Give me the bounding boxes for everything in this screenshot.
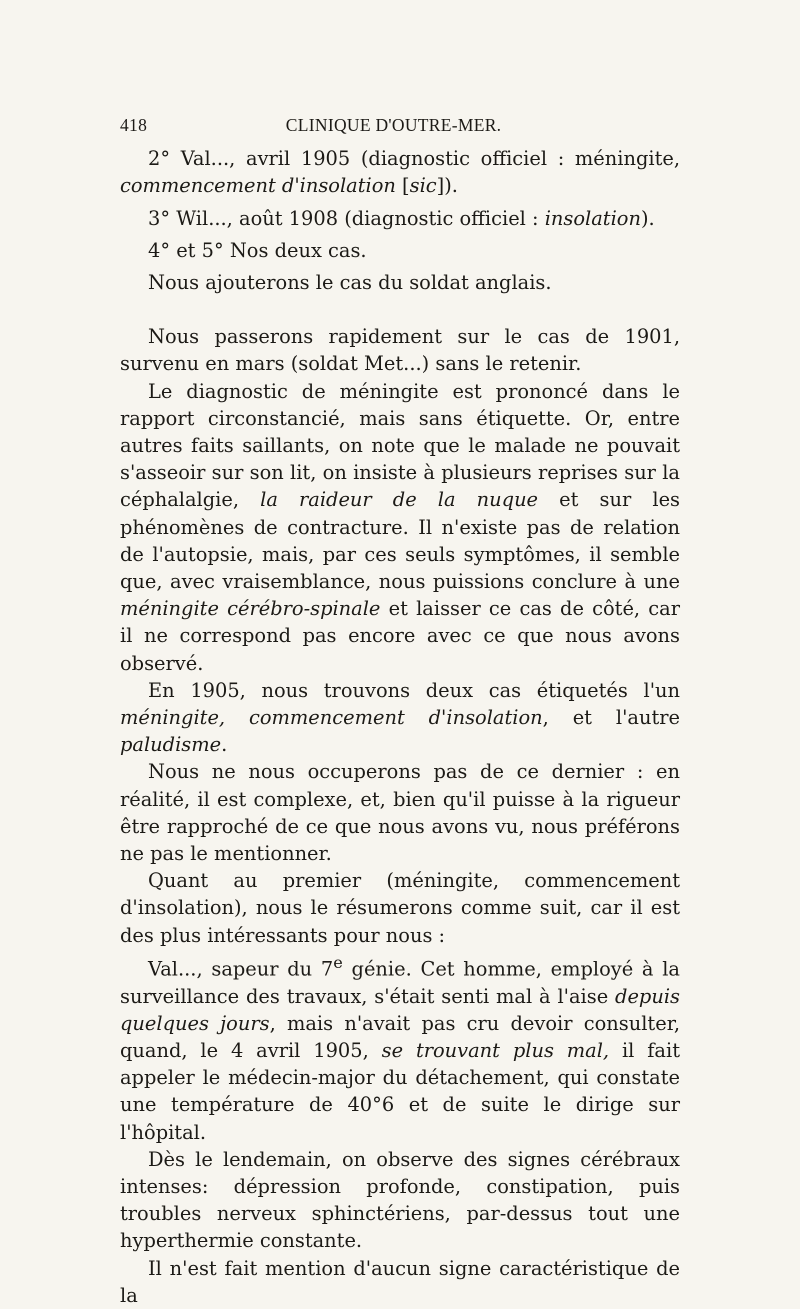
paragraph-lendemain: Dès le lendemain, on observe des signes cérébraux intenses: dépression profonde, constipation, puis troubles nerveux sphinctériens, par-dessus tout une hyperthermie constante.	[120, 1147, 680, 1253]
list-item-4-5: 4° et 5° Nos deux cas.	[148, 238, 367, 262]
page-number: 418	[120, 115, 148, 135]
book-page	[120, 112, 680, 1309]
paragraph-diagnostic: Le diagnostic de méningite est prononcé dans le rapport circonstancié, mais sans étiquette. Or, entre autres faits saillants, on note que le malade ne pouvait s'asseoir sur son lit, on insiste à plusieurs reprises sur la céphalalgie, la raideur de la nuque et sur les phénomènes de contracture. Il n'existe pas de relation de l'autopsie, mais, par ces seuls symptômes, il semble que, avec vraisemblance, nous puissions conclure à une méningite cérébro-spinale et laisser ce cas de côté, car il ne correspond pas encore avec ce que nous avons observé.	[120, 379, 680, 675]
paragraph-1905: En 1905, nous trouvons deux cas étiquetés l'un méningite, commencement d'insolation, et l'autre paludisme.	[120, 678, 680, 757]
running-header	[120, 112, 680, 139]
paragraph-signe: Il n'est fait mention d'aucun signe caractéristique de la	[120, 1256, 680, 1307]
list-item-2: 2° Val..., avril 1905 (diagnostic officiel : méningite, commencement d'insolation [sic]).	[120, 147, 680, 198]
paragraph-1901: Nous passerons rapidement sur le cas de 1901, survenu en mars (soldat Met...) sans le retenir.	[120, 325, 680, 376]
list-item-3: 3° Wil..., août 1908 (diagnostic officiel : insolation).	[148, 206, 655, 230]
paragraph-premier: Quant au premier (méningite, commencement d'insolation), nous le résumerons comme suit, car il est des plus intéressants pour nous :	[120, 869, 680, 947]
running-title: CLINIQUE D'OUTRE-MER.	[285, 115, 502, 135]
list-item-english-soldier: Nous ajouterons le cas du soldat anglais.	[148, 271, 552, 295]
paragraph-paludisme: Nous ne nous occuperons pas de ce dernier : en réalité, il est complexe, et, bien qu'il puisse à la rigueur être rapproché de ce que nous avons vu, nous préférons ne pas le mentionner.	[120, 760, 680, 866]
paragraph-case-val: Val..., sapeur du 7e génie. Cet homme, employé à la surveillance des travaux, s'était senti mal à l'aise depuis quelques jours, mais n'avait pas cru devoir consulter, quand, le 4 avril 1905, se trouvant plus mal, il fait appeler le médecin-major du détachement, qui constate une température de 40°6 et de suite le dirige sur l'hôpital.	[120, 952, 680, 1144]
